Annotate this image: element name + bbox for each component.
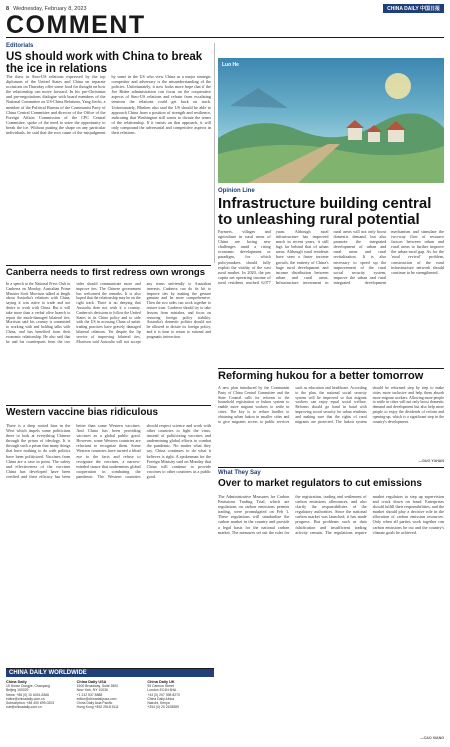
section-rule xyxy=(6,265,211,266)
footer-line: Hong Kong +852 2518 5111 xyxy=(76,705,119,710)
footer-line: Beijing 100029 xyxy=(6,688,29,693)
footer-line: 90 Cannon Street xyxy=(147,684,174,689)
section-title: COMMENT xyxy=(6,11,146,39)
market-headline: Over to market regulators to cut emissions xyxy=(218,478,422,489)
footer-line: Nairobi, Kenya xyxy=(147,701,170,706)
section-rule xyxy=(6,405,211,406)
footer-line: London EC4N 6HA xyxy=(147,688,177,693)
hukou-signature: —GUO YUHAN xyxy=(418,459,444,463)
canberra-headline: Canberra needs to first redress own wrongs xyxy=(6,267,206,278)
editorial-headline: US should work with China to break the ice in relations xyxy=(6,51,203,76)
footer-line: +254 (0) 20 2428589 xyxy=(147,705,179,710)
footer-column-head: China Daily USA xyxy=(76,680,107,684)
opinion-body: Farmers, villages and agriculture in rural areas of China are facing new challenges amid a rising economic development or paradigm, for which policymakers should fully exploit the vitality of the vast rural market. In 2020, the per capita net operating income of rural residents reached 6,077 yuan. Although rural infrastructure has improved much in recent years, it still lags far behind that of urban areas. Although rural residents have seen a faster income growth, the entirety of China's huge rural development and income distribution between urban and rural areas. Infrastructure investment in rural areas will not only boost domestic demand, but also promote the integrated development of urban and rural areas and rural revitalization. It is also necessary to speed up the improvement of the rural social security system, improve the urban and rural integrated development mechanism and stimulate the two-way flow of resource factors between urban and rural areas to further improve the urban-rural gap. As for the 'rural revival' problem, construction of the rural infrastructure network should continue to be strengthened. xyxy=(218,229,444,285)
market-body: The Administrative Measures for Carbon Emissions Trading Trial, which are regulations on carbon emissions permits trading, were promulgated on Feb 1. These regulations will standardize the carbon market in the country and provide a legal basis for the national carbon market. The measures set out the rules for the registration, trading and settlement of carbon emissions allowances, and also clarify the responsibilities of the regulatory authorities. Since the national carbon market was launched, it has made progress. But problems such as data falsification and insufficient trading activity remain. The regulations require market regulators to step up supervision and crack down on fraud. Enterprises should fulfill their responsibilities, and the market should play a decisive role in the allocation of carbon emission resources. Only when all parties work together can carbon emissions be cut and the country's climate goals be achieved. xyxy=(218,494,444,535)
footer-line: Subscription: +86 400 699-0203 xyxy=(6,701,55,706)
footer-column-head: China Daily xyxy=(6,680,27,684)
canberra-body: In a speech at the National Press Club in Canberra on Monday, Australian Prime Minister Scott Morrison talked at length about Australia's relations with China, saying it was naive to trade and not desire to work with China. But it will take more than a verbal olive branch to repair the much-damaged bilateral ties. Morrison said his country is committed to working with and holding talks with China, and has benefited from their economic relationship. He also said that he and his counterparts from the two sides should communicate more and improve ties. The Chinese government has welcomed the remarks. It is also hoped that the relationship may be on the right track. There is no denying that Australia does not wish it a country. Canberra's decisions to follow the United States in its China policy and to side with the US in accusing China of unfair trading practices have gravely damaged bilateral relations. Yet despite the lip service of improving bilateral ties, Morrison said Australia will not accept any terms unfriendly to Australian interests. Canberra can do its bit to improve ties by making the gesture genuine and be more comprehensive. Then the two sides can work together to restore trust. Canberra should try to take lessons from mistakes, and focus on restoring foreign policy stability. Australia's domestic politics should not be allowed to dictate its foreign policy, and it is time to return to rational and pragmatic interaction. xyxy=(6,282,211,344)
section-masthead xyxy=(6,12,444,38)
footer-line: +44 (0) 207 398 8270 xyxy=(147,692,180,697)
footer-column-head: China Daily UK xyxy=(147,680,175,684)
footer-title: CHINA DAILY WORLDWIDE xyxy=(6,669,214,677)
hukou-headline: Reforming hukou for a better tomorrow xyxy=(218,370,424,382)
opinion-header xyxy=(218,188,444,228)
footer-line: New York, NY 10036 xyxy=(76,688,108,693)
western-headline: Western vaccine bias ridiculous xyxy=(6,407,159,418)
page-number: 8 xyxy=(6,5,10,12)
footer-column xyxy=(77,680,144,709)
market-label: What They Say xyxy=(218,470,261,476)
footer-column xyxy=(6,680,73,709)
footer-email-link[interactable]: editor@chinadaily.com.cn xyxy=(6,696,45,701)
editorial-header xyxy=(6,43,211,76)
footer-column xyxy=(147,680,214,709)
footer-line: +1 212 537 8888 xyxy=(76,692,103,697)
brand-badge: CHINA DAILY 中国日报 xyxy=(383,4,444,13)
opinion-headline: Infrastructure building central to unleashing rural potential xyxy=(218,195,432,229)
column-divider xyxy=(214,43,215,263)
footer-email-link[interactable]: editor@chinadailyusa.com xyxy=(76,696,117,701)
editorials-label: Editorials xyxy=(6,43,34,49)
footer-line: China Daily Africa xyxy=(147,696,175,701)
footer-line: 1500 Broadway, Suite 2800 xyxy=(76,684,119,689)
footer-email-link[interactable]: sub@chinadaily.com.cn xyxy=(6,705,42,710)
contact-footer xyxy=(6,668,214,742)
section-rule xyxy=(218,467,444,468)
opinion-illustration xyxy=(218,58,444,183)
footer-line: China Daily Asia Pacific xyxy=(76,701,113,706)
footer-line: 15 Huixin Dongjie, Chaoyang xyxy=(6,684,50,689)
hukou-body: A new plan introduced by the Communist Party of China Central Committee and the State Council calls for reforms to the household registration or hukou system to enable more migrant workers to settle in cities. The key is to reduce hurdles to obtaining urban hukou in smaller cities and to give migrants access to public services such as education and healthcare. According to the plan, the national social security system will be improved so that migrant workers can enjoy equal social welfare. Reforms should go hand in hand with improving social security for urban residents and making sure that the rights of rural migrants are protected. The hukou system should be reformed step by step to make cities more inclusive and help them absorb more migrant workers. Allowing more people to settle in cities will not only boost domestic demand and development but also help more people to enjoy the dividends of reform and opening-up, which is a significant step in the country's development. xyxy=(218,386,444,424)
editorial-body: The thaw in Sino-US relations expressed by the top diplomats of the United States and China on separate occasions on Thursday offer some food for thought on how the relationship can move forward. In his pre-Christmas and pre-negotiations dialogue with board members of the National Committee on US-China Relations, Yang Jiechi, a member of the Political Bureau of the Communist Party of China Central Committee and director of the Office of the Foreign Affairs Commission of the CPC Central Committee, spoke of the need to seize the opportunity to break the ice. Without putting the shape on any particular individuals, he said that the root cause of the misjudgment by some in the US who view China as a major strategic competitor and adversary is the misunderstanding of the policies. Unfortunately, it now looks more hope that if the Joe Biden administration can focus on the cooperative aspects of Sino-US relations and refrain from escalating tensions the relations could get back on track. Unfortunately, Blinken also said the US should be able to approach China from a position of strength and resilience, indicating that Washington still wants to dictate the terms of the relationship. If it insists on that approach, it will only compound the adversarial and competitive aspects in their relations. xyxy=(6,74,211,136)
landscape-illustration xyxy=(218,58,444,183)
opinion-label: Opinion Line xyxy=(218,188,255,194)
footer-line: News: +86 (0) 10 6491-8366 xyxy=(6,692,50,697)
issue-date: Wednesday, February 8, 2023 xyxy=(13,5,87,12)
section-rule xyxy=(218,368,444,369)
market-signature: —CAO XIANG xyxy=(420,736,444,740)
western-body: There is a deep rooted bias in the West which impels some politicians there to look at everything Chinese through the prism of ideology. It is through such a prism that many things that have nothing to do with politics have been politicized. Vaccines from China are a case in point. The safety and effectiveness of the vaccines China has developed have been verified and their efficacy has been better than some Western vaccines. And China has been providing vaccines as a global public good. However, some Western countries are reluctant to recognize them. Some Western countries have turned a blind eye to the facts and refuse to recognize the vaccines, a narrow-minded stance that undermines global cooperation in combating the pandemic. The Western countries should respect science and work with other countries to fight the virus, instead of politicizing vaccines and undermining global efforts to combat the pandemic. No matter what they say, China continues to do what it believes is right. A spokesman for the Foreign Ministry said on Monday that China will continue to provide vaccines to other countries as a public good. xyxy=(6,423,211,479)
opinion-byline: Luo He xyxy=(222,62,239,68)
